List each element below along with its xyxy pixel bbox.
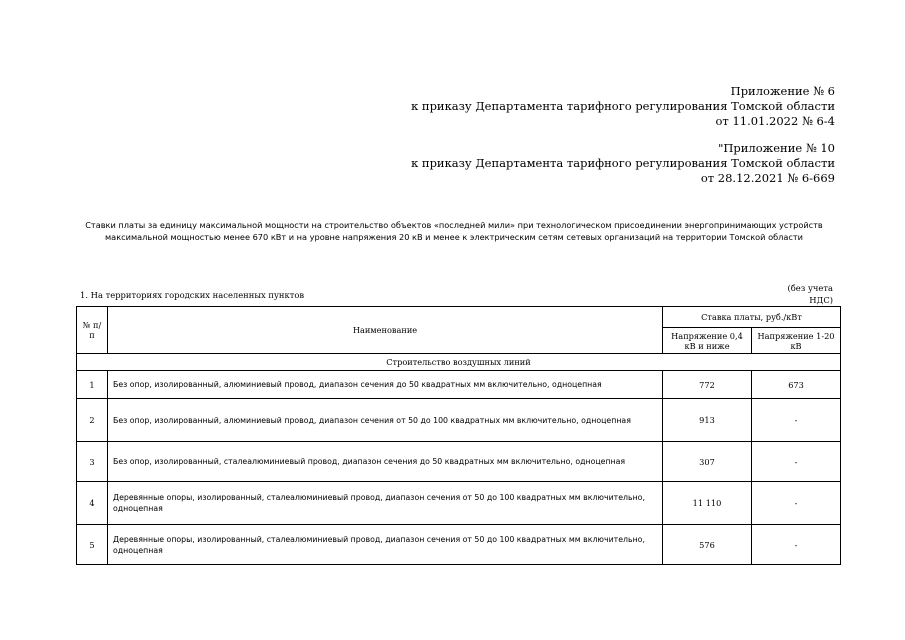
row-rate-mid: - [752, 442, 841, 482]
row-rate-mid: - [752, 525, 841, 565]
col-header-rate: Ставка платы, руб./кВт [663, 307, 841, 328]
table-row [77, 371, 841, 399]
row-rate-low: 307 [663, 442, 752, 482]
table-row [77, 399, 841, 442]
row-name: Без опор, изолированный, алюминиевый провод, диапазон сечения до 50 квадратных мм включительно, одноцепная [108, 371, 663, 399]
row-number: 3 [77, 442, 108, 482]
col-header-name: Наименование [108, 307, 663, 354]
row-number: 4 [77, 482, 108, 525]
appendix-number: Приложение № 6 [730, 84, 835, 98]
appendix-order-ref: к приказу Департамента тарифного регулирования Томской области [411, 99, 835, 113]
row-name: Деревянные опоры, изолированный, сталеалюминиевый провод, диапазон сечения от 50 до 100 квадратных мм включительно, одноцепная [108, 525, 663, 565]
row-number: 5 [77, 525, 108, 565]
appendix-order-date: от 11.01.2022 № 6-4 [715, 114, 835, 128]
original-appendix-header [411, 141, 835, 186]
row-name: Деревянные опоры, изолированный, сталеалюминиевый провод, диапазон сечения от 50 до 100 квадратных мм включительно, одноцепная [108, 482, 663, 525]
table-row [77, 482, 841, 525]
group-row [77, 354, 841, 371]
vat-note-line2: НДС) [809, 295, 833, 305]
original-appendix-order-ref: к приказу Департамента тарифного регулирования Томской области [411, 156, 835, 170]
row-rate-low: 772 [663, 371, 752, 399]
vat-note [787, 282, 833, 306]
row-rate-mid: - [752, 482, 841, 525]
col-header-number: № п/п [77, 307, 108, 354]
row-number: 2 [77, 399, 108, 442]
group-label: Строительство воздушных линий [77, 354, 841, 371]
col-header-voltage-mid: Напряжение 1-20 кВ [752, 328, 841, 354]
table-row [77, 525, 841, 565]
row-rate-mid: 673 [752, 371, 841, 399]
row-rate-low: 11 110 [663, 482, 752, 525]
table-header-row [77, 307, 841, 328]
col-header-voltage-low: Напряжение 0,4 кВ и ниже [663, 328, 752, 354]
row-number: 1 [77, 371, 108, 399]
vat-note-line1: (без учета [787, 283, 833, 293]
row-rate-low: 913 [663, 399, 752, 442]
row-name: Без опор, изолированный, алюминиевый провод, диапазон сечения от 50 до 100 квадратных мм включительно, одноцепная [108, 399, 663, 442]
section-label: 1. На территориях городских населенных пунктов [80, 290, 305, 300]
table-row [77, 442, 841, 482]
row-name: Без опор, изолированный, сталеалюминиевый провод, диапазон сечения до 50 квадратных мм включительно, одноцепная [108, 442, 663, 482]
appendix-header [411, 84, 835, 129]
document-title: Ставки платы за единицу максимальной мощности на строительство объектов «последней мили» при технологическом присоединении энергопринимающих устройств максимальной мощностью менее 670 кВт и на уровне напряжения 20 кВ и менее к электрическим сетям сетевых организаций на территории Томской области [85, 220, 823, 242]
original-appendix-order-date: от 28.12.2021 № 6-669 [700, 171, 835, 185]
rates-table [76, 306, 841, 565]
row-rate-low: 576 [663, 525, 752, 565]
row-rate-mid: - [752, 399, 841, 442]
original-appendix-number: "Приложение № 10 [718, 141, 835, 155]
